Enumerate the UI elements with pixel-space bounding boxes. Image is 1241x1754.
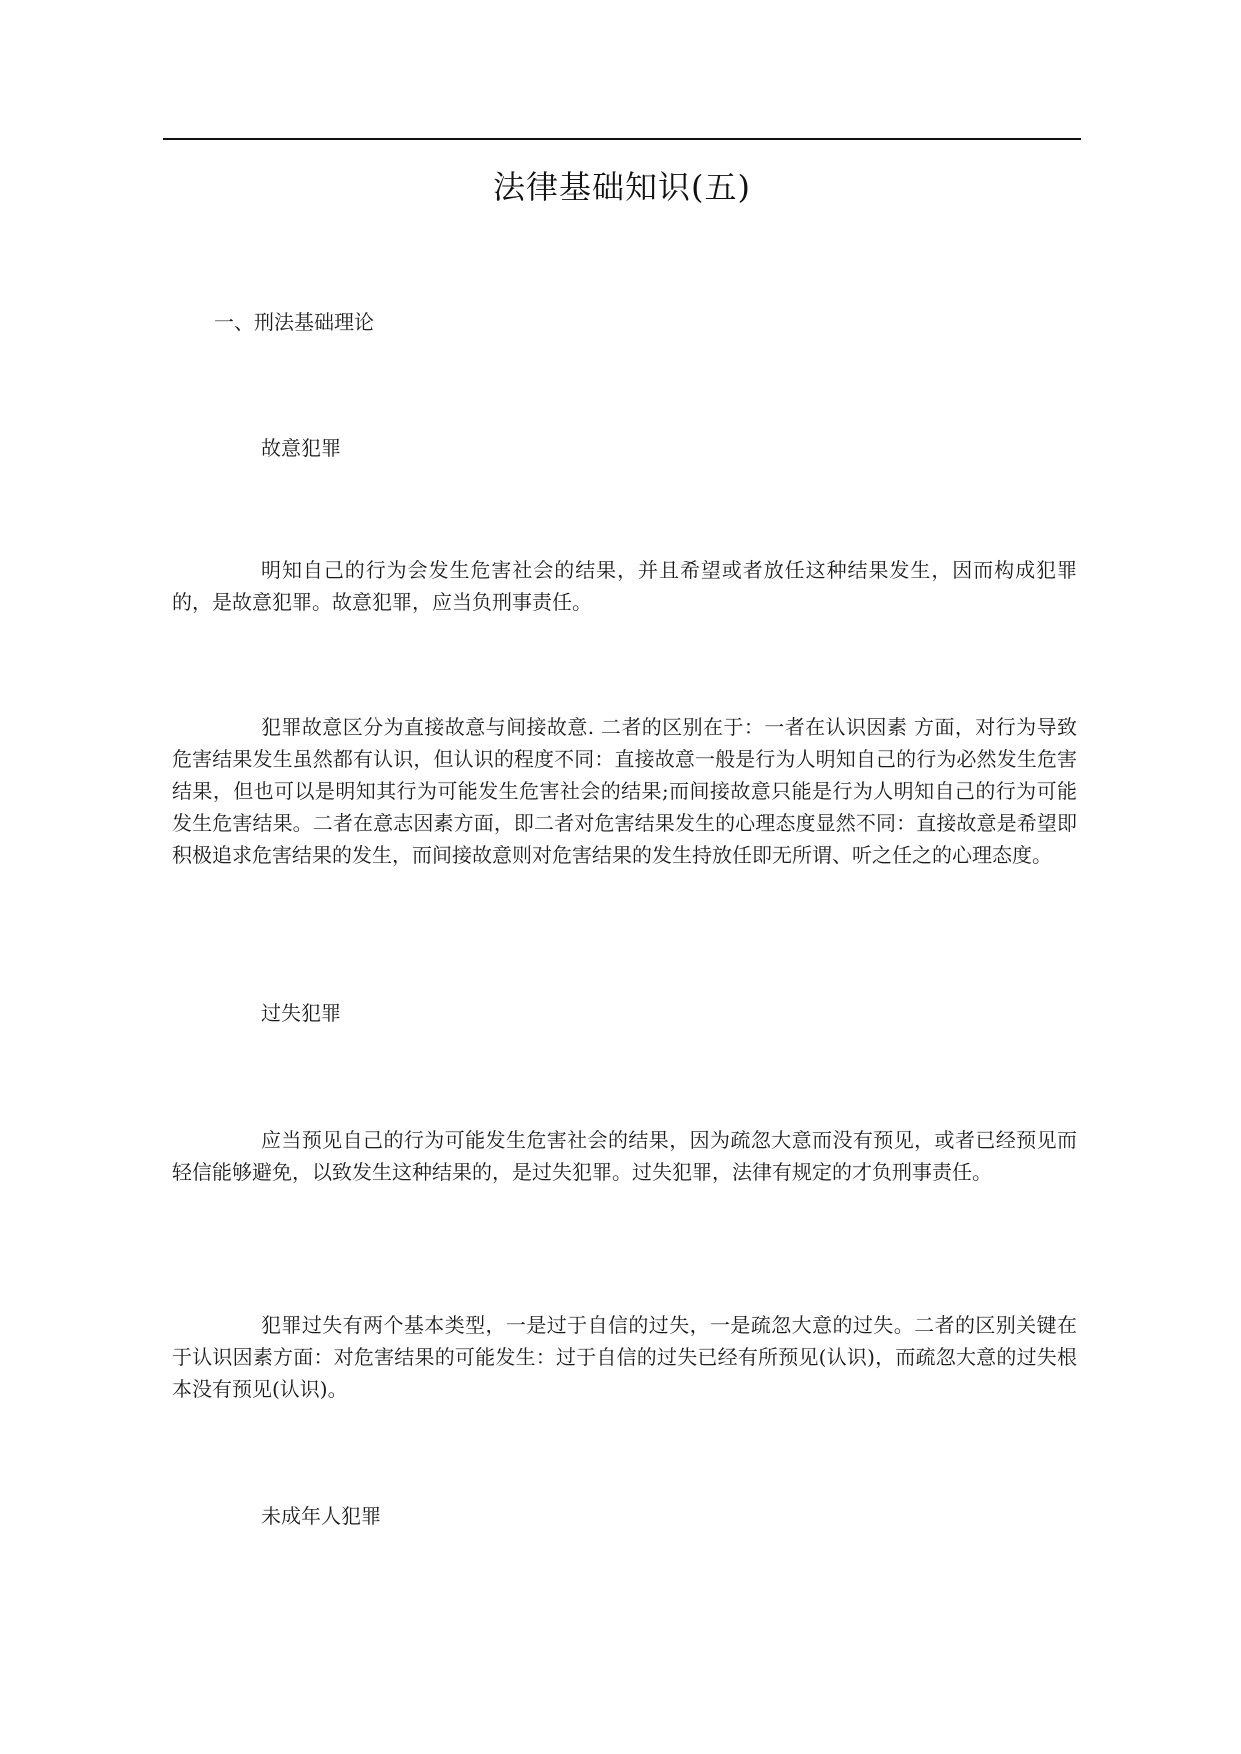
subheading-negligent-crime: 过失犯罪 bbox=[261, 1001, 341, 1025]
subheading-juvenile-crime: 未成年人犯罪 bbox=[261, 1504, 381, 1528]
paragraph-negligence-types: 犯罪过失有两个基本类型，一是过于自信的过失，一是疏忽大意的过失。二者的区别关键在于认识因素方面：对危害结果的可能发生：过于自信的过失已经有所预见(认识)，而疏忽大意的过失根本没有预见(认识)。 bbox=[172, 1313, 1077, 1401]
paragraph-intentional-definition: 明知自己的行为会发生危害社会的结果，并且希望或者放任这种结果发生，因而构成犯罪的，是故意犯罪。故意犯罪，应当负刑事责任。 bbox=[172, 558, 1077, 614]
subheading-intentional-crime: 故意犯罪 bbox=[261, 436, 341, 460]
header-rule bbox=[163, 138, 1081, 140]
paragraph-negligence-definition: 应当预见自己的行为可能发生危害社会的结果，因为疏忽大意而没有预见，或者已经预见而轻信能够避免，以致发生这种结果的，是过失犯罪。过失犯罪，法律有规定的才负刑事责任。 bbox=[172, 1128, 1077, 1184]
document-title: 法律基础知识(五) bbox=[493, 168, 751, 206]
paragraph-intent-types: 犯罪故意区分为直接故意与间接故意. 二者的区别在于：一者在认识因素 方面，对行为导致危害结果发生虽然都有认识，但认识的程度不同：直接故意一般是行为人明知自己的行为必然发生危害结果，但也可以是明知其行为可能发生危害社会的结果;而间接故意只能是行为人明知自己的行为可能发生危害结果。二者在意志因素方面，即二者对危害结果发生的心理态度显然不同：直接故意是希望即积极追求危害结果的发生，而间接故意则对危害结果的发生持放任即无所谓、听之任之的心理态度。 bbox=[172, 715, 1077, 867]
section-heading: 一、刑法基础理论 bbox=[214, 310, 374, 334]
